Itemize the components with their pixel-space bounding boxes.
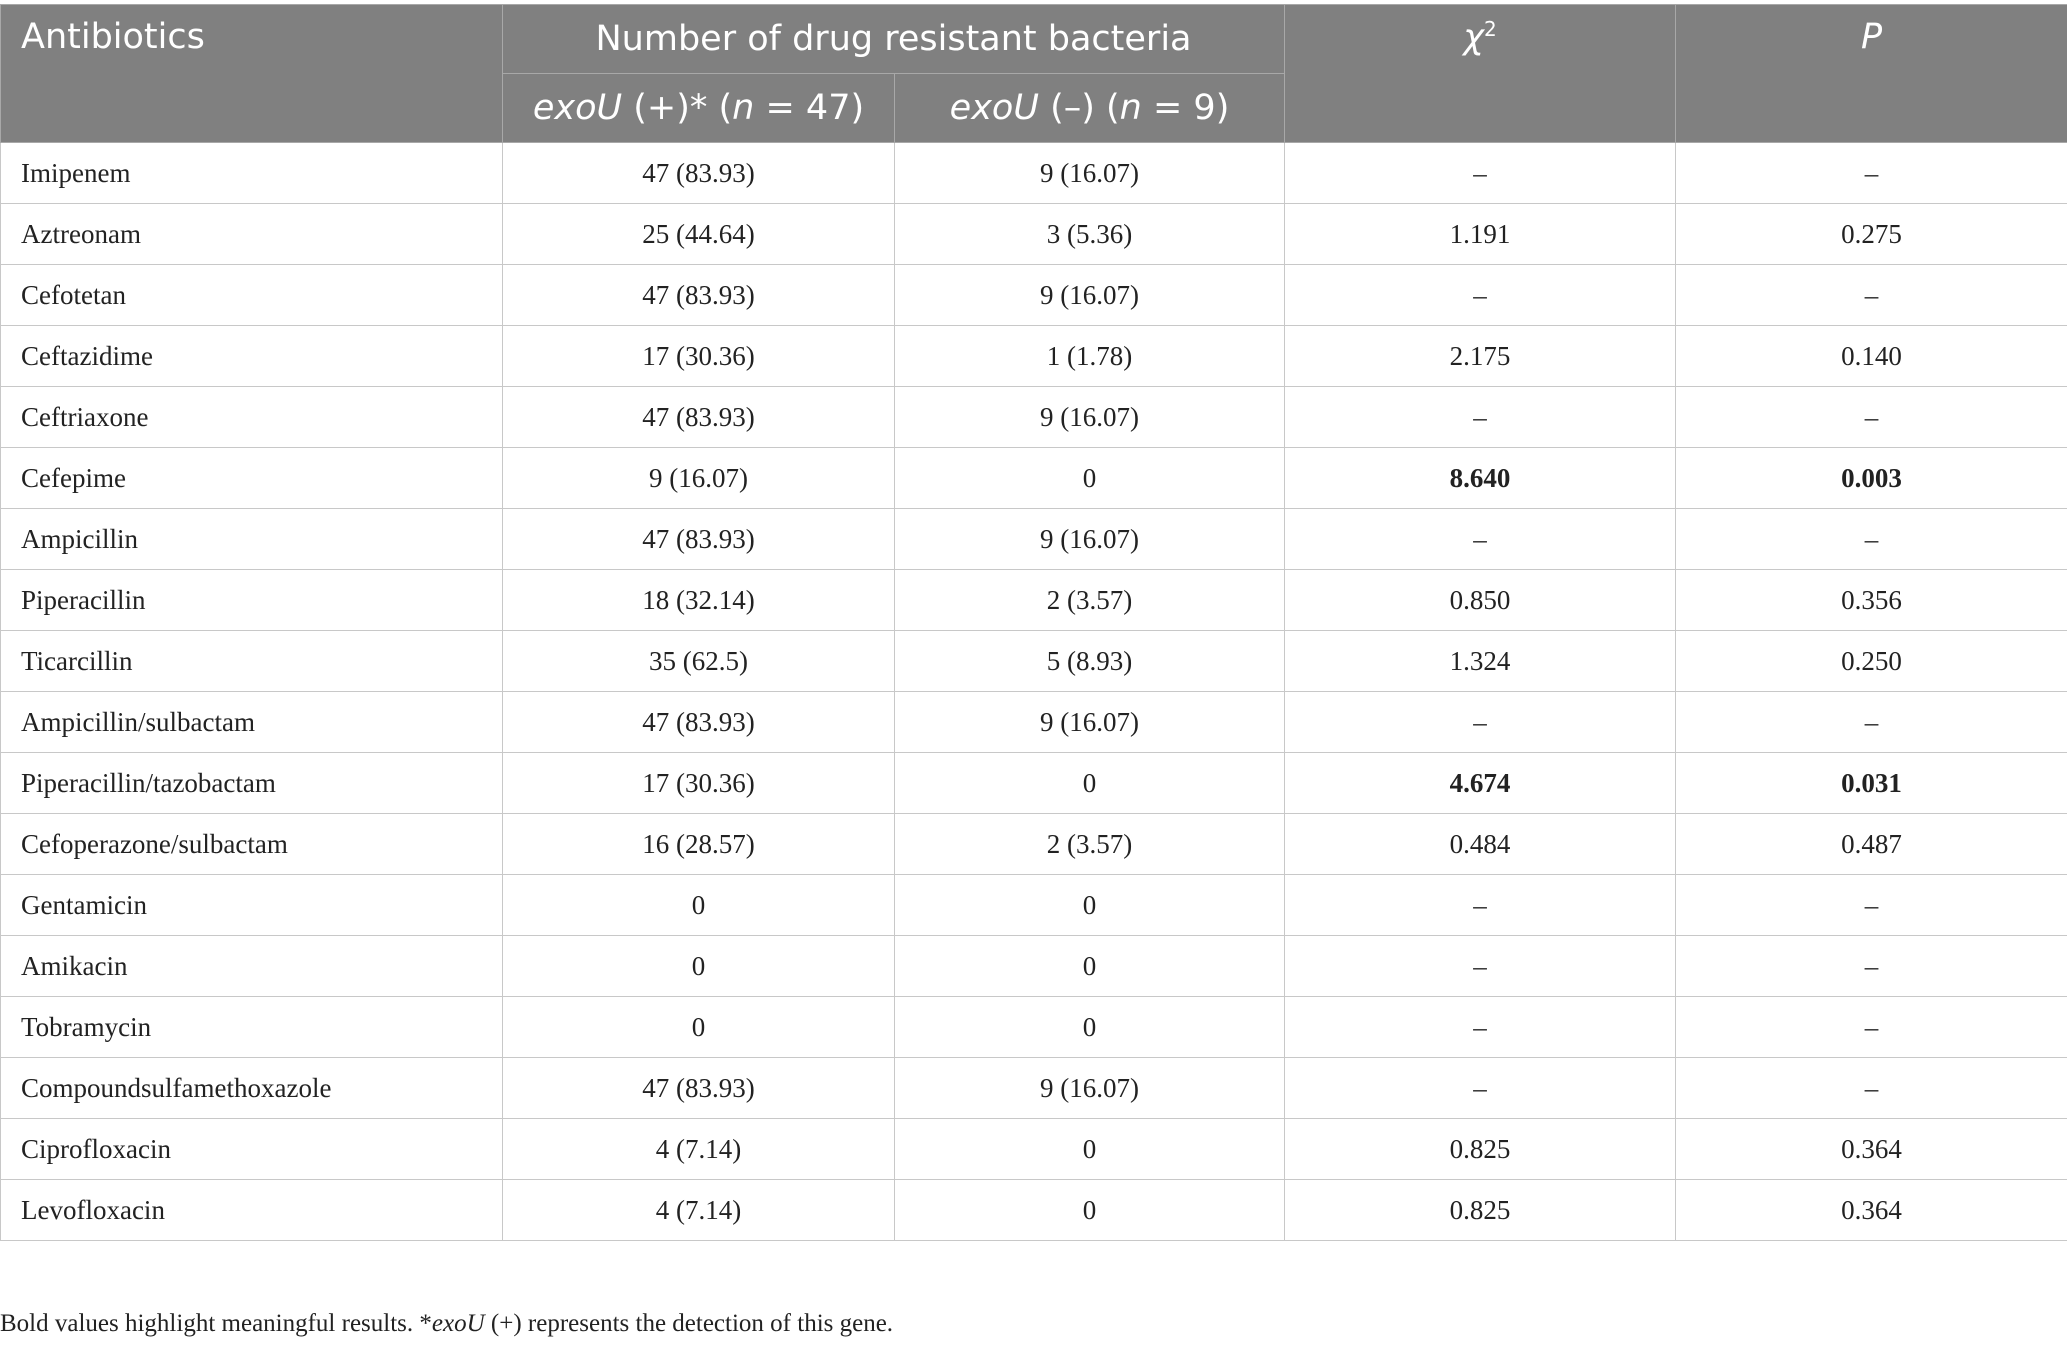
chi-square-cell: – xyxy=(1285,692,1676,753)
n-symbol-neg: n xyxy=(1119,88,1142,128)
chi-square-cell: 1.191 xyxy=(1285,204,1676,265)
exou-negative-cell: 3 (5.36) xyxy=(895,204,1285,265)
p-symbol: P xyxy=(1860,17,1883,57)
p-value-cell: 0.250 xyxy=(1676,631,2067,692)
chi-square-cell: – xyxy=(1285,875,1676,936)
table-row xyxy=(1,1119,2067,1180)
exou-negative-cell: 0 xyxy=(895,1180,1285,1241)
antibiotic-name-cell: Piperacillin xyxy=(1,570,503,631)
chi-square-cell: – xyxy=(1285,1058,1676,1119)
p-value-cell: – xyxy=(1676,387,2067,448)
exou-negative-cell: 9 (16.07) xyxy=(895,509,1285,570)
header-drug-resistant-group: Number of drug resistant bacteria xyxy=(503,5,1285,74)
chi-square-cell: 8.640 xyxy=(1285,448,1676,509)
antibiotic-resistance-table xyxy=(0,4,2067,1241)
p-value-cell: 0.364 xyxy=(1676,1180,2067,1241)
chi-square-cell: – xyxy=(1285,265,1676,326)
header-exou-negative xyxy=(895,74,1285,143)
table-row xyxy=(1,570,2067,631)
exou-positive-cell: 4 (7.14) xyxy=(503,1180,895,1241)
antibiotic-name-cell: Ceftriaxone xyxy=(1,387,503,448)
n-value-pos: = 47) xyxy=(754,88,865,128)
antibiotic-name-cell: Ampicillin/sulbactam xyxy=(1,692,503,753)
exou-positive-cell: 47 (83.93) xyxy=(503,265,895,326)
exou-negative-cell: 9 (16.07) xyxy=(895,387,1285,448)
exou-positive-cell: 35 (62.5) xyxy=(503,631,895,692)
p-value-cell: 0.356 xyxy=(1676,570,2067,631)
chi-square-cell: – xyxy=(1285,936,1676,997)
chi-square-cell: 0.484 xyxy=(1285,814,1676,875)
chi-square-cell: 4.674 xyxy=(1285,753,1676,814)
footnote-text-2: (+) represents the detection of this gene. xyxy=(484,1310,894,1337)
table-row xyxy=(1,448,2067,509)
exou-negative-cell: 9 (16.07) xyxy=(895,692,1285,753)
p-value-cell: 0.275 xyxy=(1676,204,2067,265)
p-value-cell: – xyxy=(1676,692,2067,753)
table-row xyxy=(1,265,2067,326)
results-table-container xyxy=(0,4,2067,1241)
antibiotic-name-cell: Imipenem xyxy=(1,143,503,204)
table-row xyxy=(1,631,2067,692)
table-row xyxy=(1,143,2067,204)
header-chi-square xyxy=(1285,5,1676,143)
table-row xyxy=(1,204,2067,265)
antibiotic-name-cell: Ticarcillin xyxy=(1,631,503,692)
exou-negative-cell: 9 (16.07) xyxy=(895,265,1285,326)
exou-negative-cell: 9 (16.07) xyxy=(895,1058,1285,1119)
exou-negative-cell: 0 xyxy=(895,997,1285,1058)
table-row xyxy=(1,1058,2067,1119)
neg-sign: (–) ( xyxy=(1038,88,1120,128)
exou-positive-cell: 0 xyxy=(503,936,895,997)
exou-negative-cell: 0 xyxy=(895,936,1285,997)
exou-negative-cell: 0 xyxy=(895,448,1285,509)
table-row xyxy=(1,753,2067,814)
exou-positive-cell: 16 (28.57) xyxy=(503,814,895,875)
n-symbol-pos: n xyxy=(732,88,755,128)
table-row xyxy=(1,1180,2067,1241)
table-row xyxy=(1,814,2067,875)
exou-negative-cell: 0 xyxy=(895,753,1285,814)
chi-square-cell: – xyxy=(1285,509,1676,570)
antibiotic-name-cell: Aztreonam xyxy=(1,204,503,265)
antibiotic-name-cell: Piperacillin/tazobactam xyxy=(1,753,503,814)
exou-positive-cell: 17 (30.36) xyxy=(503,326,895,387)
antibiotic-name-cell: Amikacin xyxy=(1,936,503,997)
exou-positive-cell: 17 (30.36) xyxy=(503,753,895,814)
table-row xyxy=(1,875,2067,936)
exou-negative-cell: 0 xyxy=(895,1119,1285,1180)
exou-negative-cell: 1 (1.78) xyxy=(895,326,1285,387)
p-value-cell: 0.364 xyxy=(1676,1119,2067,1180)
gene-name-pos: exoU xyxy=(532,88,623,128)
exou-positive-cell: 47 (83.93) xyxy=(503,692,895,753)
p-value-cell: 0.140 xyxy=(1676,326,2067,387)
chi-square-cell: 1.324 xyxy=(1285,631,1676,692)
exou-positive-cell: 47 (83.93) xyxy=(503,387,895,448)
table-row xyxy=(1,936,2067,997)
chi-superscript: 2 xyxy=(1483,17,1497,41)
p-value-cell: – xyxy=(1676,997,2067,1058)
exou-negative-cell: 0 xyxy=(895,875,1285,936)
exou-positive-cell: 0 xyxy=(503,875,895,936)
exou-positive-cell: 9 (16.07) xyxy=(503,448,895,509)
table-body xyxy=(1,143,2067,1241)
table-row xyxy=(1,692,2067,753)
antibiotic-name-cell: Ciprofloxacin xyxy=(1,1119,503,1180)
exou-negative-cell: 2 (3.57) xyxy=(895,570,1285,631)
chi-square-cell: 0.850 xyxy=(1285,570,1676,631)
antibiotic-name-cell: Cefotetan xyxy=(1,265,503,326)
antibiotic-name-cell: Cefepime xyxy=(1,448,503,509)
chi-square-cell: – xyxy=(1285,997,1676,1058)
antibiotic-name-cell: Ceftazidime xyxy=(1,326,503,387)
p-value-cell: – xyxy=(1676,509,2067,570)
table-row xyxy=(1,997,2067,1058)
chi-symbol: χ xyxy=(1463,17,1484,58)
antibiotic-name-cell: Compoundsulfamethoxazole xyxy=(1,1058,503,1119)
p-value-cell: 0.031 xyxy=(1676,753,2067,814)
table-footnote xyxy=(0,1310,893,1338)
p-value-cell: – xyxy=(1676,936,2067,997)
exou-positive-cell: 47 (83.93) xyxy=(503,509,895,570)
exou-negative-cell: 5 (8.93) xyxy=(895,631,1285,692)
pos-sign: (+)* ( xyxy=(622,88,733,128)
footnote-gene: exoU xyxy=(431,1310,485,1337)
chi-square-cell: – xyxy=(1285,387,1676,448)
table-header xyxy=(1,5,2067,143)
antibiotic-name-cell: Tobramycin xyxy=(1,997,503,1058)
table-row xyxy=(1,509,2067,570)
p-value-cell: – xyxy=(1676,265,2067,326)
antibiotic-name-cell: Ampicillin xyxy=(1,509,503,570)
chi-square-cell: – xyxy=(1285,143,1676,204)
header-p-value xyxy=(1676,5,2067,143)
n-value-neg: = 9) xyxy=(1141,88,1230,128)
exou-positive-cell: 47 (83.93) xyxy=(503,1058,895,1119)
footnote-text-1: Bold values highlight meaningful results. * xyxy=(0,1310,432,1337)
p-value-cell: – xyxy=(1676,143,2067,204)
exou-positive-cell: 0 xyxy=(503,997,895,1058)
chi-square-cell: 0.825 xyxy=(1285,1119,1676,1180)
p-value-cell: – xyxy=(1676,1058,2067,1119)
antibiotic-name-cell: Cefoperazone/sulbactam xyxy=(1,814,503,875)
table-row xyxy=(1,326,2067,387)
header-exou-positive xyxy=(503,74,895,143)
header-antibiotics: Antibiotics xyxy=(1,5,503,143)
antibiotic-name-cell: Gentamicin xyxy=(1,875,503,936)
antibiotic-name-cell: Levofloxacin xyxy=(1,1180,503,1241)
table-row xyxy=(1,387,2067,448)
gene-name-neg: exoU xyxy=(949,88,1039,128)
chi-square-cell: 0.825 xyxy=(1285,1180,1676,1241)
chi-square-cell: 2.175 xyxy=(1285,326,1676,387)
exou-negative-cell: 9 (16.07) xyxy=(895,143,1285,204)
exou-positive-cell: 47 (83.93) xyxy=(503,143,895,204)
p-value-cell: 0.003 xyxy=(1676,448,2067,509)
exou-negative-cell: 2 (3.57) xyxy=(895,814,1285,875)
exou-positive-cell: 4 (7.14) xyxy=(503,1119,895,1180)
exou-positive-cell: 18 (32.14) xyxy=(503,570,895,631)
p-value-cell: 0.487 xyxy=(1676,814,2067,875)
exou-positive-cell: 25 (44.64) xyxy=(503,204,895,265)
p-value-cell: – xyxy=(1676,875,2067,936)
